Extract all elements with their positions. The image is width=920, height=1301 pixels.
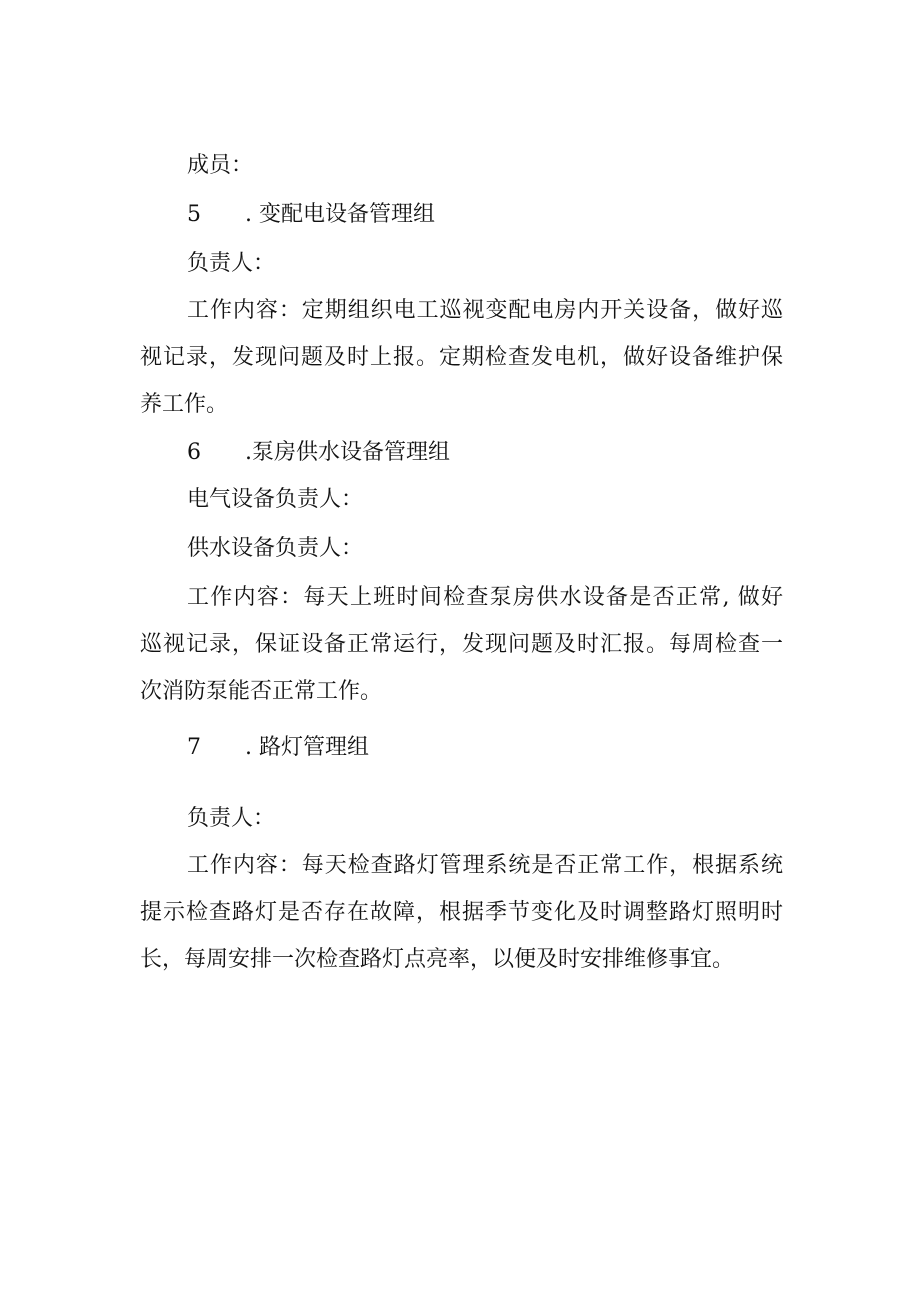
section-7-content-line-1: 工作内容：每天检查路灯管理系统是否正常工作，根据系统 xyxy=(187,853,783,878)
section-6-heading xyxy=(0,438,450,468)
members-label: 成员： xyxy=(187,153,254,178)
section-7-title: . 路灯管理组 xyxy=(245,735,369,760)
section-5-content-line-2: 视记录，发现问题及时上报。定期检查发电机，做好设备维护保 xyxy=(140,345,783,370)
section-5-content-line-3: 养工作。 xyxy=(140,392,229,417)
section-7-number: 7 xyxy=(187,735,201,760)
section-6-content-line-3: 次消防泵能否正常工作。 xyxy=(140,679,383,704)
section-5-person-in-charge: 负责人： xyxy=(187,251,276,276)
section-5-heading xyxy=(0,200,435,230)
section-7-content-line-2: 提示检查路灯是否存在故障，根据季节变化及时调整路灯照明时 xyxy=(140,900,783,925)
section-6-number: 6 xyxy=(187,440,201,465)
section-6-title: .泵房供水设备管理组 xyxy=(245,440,450,465)
section-5-number: 5 xyxy=(187,202,201,227)
section-6-content-line-2: 巡视记录，保证设备正常运行，发现问题及时汇报。每周检查一 xyxy=(140,632,783,657)
section-7-heading xyxy=(0,733,369,763)
section-6-water-person: 供水设备负责人： xyxy=(187,536,364,561)
section-6-content-line-1: 工作内容：每天上班时间检查泵房供水设备是否正常, 做好 xyxy=(187,585,783,610)
section-6-electrical-person: 电气设备负责人： xyxy=(187,487,364,512)
section-7-person-in-charge: 负责人： xyxy=(187,806,276,831)
section-5-content-line-1: 工作内容：定期组织电工巡视变配电房内开关设备，做好巡 xyxy=(187,298,783,323)
section-5-title: . 变配电设备管理组 xyxy=(245,202,435,227)
section-7-content-line-3: 长，每周安排一次检查路灯点亮率，以便及时安排维修事宜。 xyxy=(140,947,735,972)
